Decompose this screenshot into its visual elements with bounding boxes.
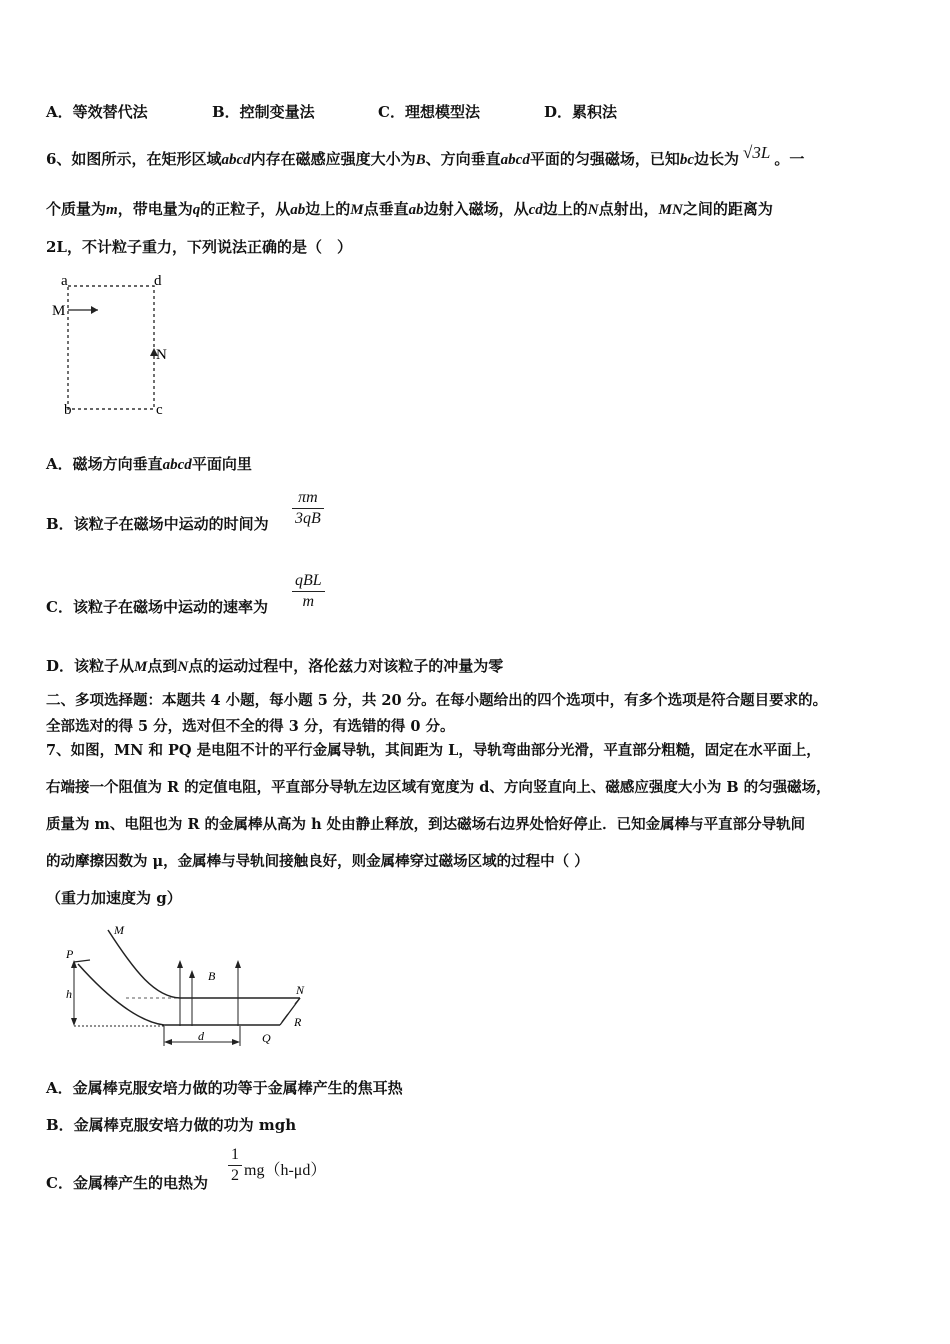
- q7-field-arrow-2: [189, 970, 195, 978]
- q7-line-5: （重力加速度为 g）: [46, 889, 182, 907]
- q7-label-h: h: [66, 987, 72, 1001]
- q6-line-3: 2L，不计粒子重力，下列说法正确的是（ ）: [46, 238, 352, 256]
- q7-option-c-formula-tail: mg（h-μd）: [244, 1162, 327, 1179]
- q6-line-1: 6、如图所示，在矩形区域abcd内存在磁感应强度大小为B、方向垂直abcd平面的匀强磁场，已知bc边长为 √3L 。一: [46, 143, 805, 168]
- q7-label-R: R: [294, 1015, 302, 1029]
- q6-line-2: 个质量为m，带电量为q的正粒子，从ab边上的M点垂直ab边射入磁场，从cd边上的N点射出，MN之间的距离为: [46, 200, 773, 218]
- q7-curved-rail-MN: [108, 930, 300, 998]
- q7-label-P: P: [66, 947, 74, 961]
- q7-label-Q: Q: [262, 1031, 271, 1045]
- q6-label-d: d: [154, 273, 162, 289]
- q6-option-b: B．该粒子在磁场中运动的时间为: [46, 515, 269, 533]
- q7-label-B: B: [208, 969, 216, 983]
- q6-rectangle-figure: [46, 270, 186, 420]
- sqrt3L-formula: √3L: [743, 143, 771, 162]
- q7-option-c-fraction: 1 2: [228, 1146, 242, 1185]
- q5-options-row: [46, 102, 617, 122]
- q6-option-c-fraction: qBL m: [292, 572, 325, 611]
- q6-option-b-fraction: πm 3qB: [292, 489, 324, 528]
- q7-option-a: A．金属棒克服安培力做的功等于金属棒产生的焦耳热: [46, 1079, 403, 1097]
- q7-field-arrow-1: [177, 960, 183, 968]
- q6-option-a: A．磁场方向垂直abcd平面向里: [46, 455, 252, 473]
- q5-option-b: B．控制变量法: [212, 103, 315, 121]
- q7-label-d: d: [198, 1029, 204, 1043]
- q6-label-b: b: [64, 402, 72, 418]
- q7-curved-rail-PQ: [78, 964, 280, 1025]
- q7-label-M: M: [114, 923, 124, 937]
- q7-field-arrow-3: [235, 960, 241, 968]
- q6-label-M: M: [52, 303, 66, 319]
- section2-header-line-2: 全部选对的得 5 分，选对但不全的得 3 分，有选错的得 0 分。: [46, 718, 455, 735]
- q7-label-N: N: [296, 983, 305, 997]
- q6-field-region: [68, 286, 154, 409]
- q6-label-c: c: [156, 402, 163, 418]
- q6-label-N: N: [156, 347, 167, 363]
- q5-option-c: C．理想模型法: [378, 103, 480, 121]
- q5-option-a: A．等效替代法: [46, 103, 148, 121]
- section2-header-line-1: 二、多项选择题：本题共 4 小题，每小题 5 分，共 20 分。在每小题给出的四个选项中，有多个选项是符合题目要求的。: [46, 692, 828, 709]
- q7-line-2: 右端接一个阻值为 R 的定值电阻，平直部分导轨左边区域有宽度为 d、方向竖直向上、磁感应强度大小为 B 的匀强磁场，: [46, 779, 831, 796]
- q7-rail-figure: [60, 922, 320, 1052]
- q5-option-d: D．累积法: [544, 103, 618, 121]
- q7-line-1: 7、如图，MN 和 PQ 是电阻不计的平行金属导轨，其间距为 L，导轨弯曲部分光滑，平直部分粗糙，固定在水平面上，: [46, 742, 821, 759]
- q7-line-3: 质量为 m、电阻也为 R 的金属棒从高为 h 处由静止释放，到达磁场右边界处恰好停止．已知金属棒与平直部分导轨间: [46, 816, 806, 833]
- q7-line-4: 的动摩擦因数为 μ，金属棒与导轨间接触良好，则金属棒穿过磁场区域的过程中（ ）: [46, 853, 589, 870]
- q7-option-c: C．金属棒产生的电热为: [46, 1174, 208, 1192]
- q6-label-a: a: [61, 273, 68, 289]
- q6-option-c: C．该粒子在磁场中运动的速率为: [46, 598, 268, 616]
- q6-option-d: D．该粒子从M点到N点的运动过程中，洛伦兹力对该粒子的冲量为零: [46, 657, 504, 675]
- q7-option-b: B．金属棒克服安培力做的功为 mgh: [46, 1116, 297, 1134]
